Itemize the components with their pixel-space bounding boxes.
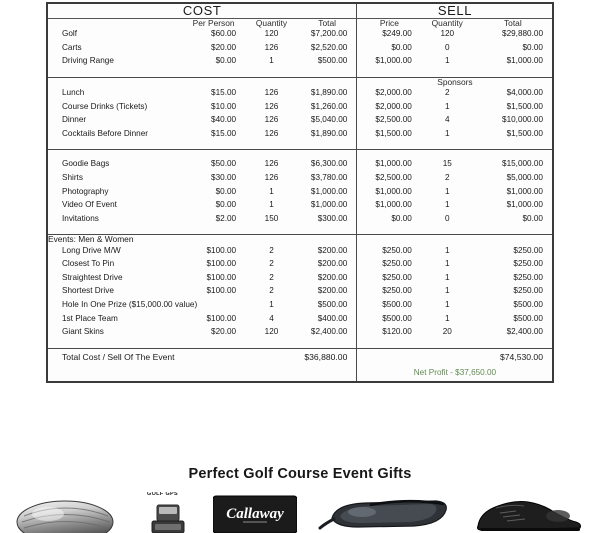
cost-per-person: $2.00 <box>215 213 237 223</box>
cost-per-person: $0.00 <box>215 186 237 196</box>
sell-total: $1,000.00 <box>506 200 543 210</box>
sell-price: $0.00 <box>391 213 412 223</box>
sell-price: $2,500.00 <box>375 115 412 125</box>
sell-quantity: 0 <box>444 42 450 52</box>
sell-price: $2,500.00 <box>375 173 412 182</box>
callaway-ball-box-icon <box>213 492 297 533</box>
sell-total: $0.00 <box>522 42 543 52</box>
table-row <box>48 158 552 172</box>
row-label: Dinner <box>62 115 87 125</box>
sell-total: $1,000.00 <box>506 186 543 196</box>
group-spacer <box>48 150 552 158</box>
row-label: Giant Skins <box>62 327 104 337</box>
row-label: Cocktails Before Dinner <box>62 128 149 138</box>
sell-price: $0.00 <box>391 42 412 52</box>
sell-total: $250.00 <box>513 272 543 282</box>
cost-section-header: COST <box>48 4 357 18</box>
sell-quantity-header: Quantity <box>431 17 463 28</box>
sell-quantity: 1 <box>444 128 450 138</box>
cost-quantity: 2 <box>269 259 274 269</box>
events-label-row <box>48 235 552 244</box>
cost-quantity: 120 <box>264 28 279 38</box>
sell-price: $120.00 <box>382 327 412 337</box>
sell-total: $1,000.00 <box>506 56 543 66</box>
row-label: Golf <box>62 28 78 38</box>
cost-total: $2,400.00 <box>310 327 348 337</box>
group-separator <box>48 68 552 77</box>
row-label: 1st Place Team <box>62 313 118 323</box>
table-row <box>48 185 552 199</box>
sell-price: $1,000.00 <box>375 200 412 210</box>
cost-quantity: 2 <box>269 272 274 282</box>
table-row <box>48 258 552 272</box>
cost-total: $200.00 <box>317 259 348 269</box>
gift-item-callaway-box <box>213 492 297 533</box>
sponsors-label-row <box>48 77 552 86</box>
table-row <box>48 244 552 258</box>
section-headers-row <box>48 4 552 18</box>
cost-quantity: 126 <box>264 42 279 52</box>
sell-price: $1,500.00 <box>375 128 412 138</box>
row-label: Course Drinks (Tickets) <box>62 101 148 111</box>
cost-per-person: $15.00 <box>211 128 237 138</box>
cost-total: $1,890.00 <box>310 88 348 98</box>
totals-row <box>48 348 552 365</box>
sell-price: $250.00 <box>382 286 412 296</box>
sell-quantity: 2 <box>444 173 450 182</box>
sell-total: $1,500.00 <box>506 101 543 111</box>
totals-sell-value: $74,530.00 <box>499 351 543 362</box>
cost-per-person: $20.00 <box>211 327 237 337</box>
table-row <box>48 114 552 128</box>
cost-per-person: $0.00 <box>215 200 237 210</box>
sell-total: $10,000.00 <box>502 115 543 125</box>
sell-total: $500.00 <box>513 300 543 310</box>
cost-per-person: $100.00 <box>206 272 237 282</box>
budget-table-container <box>46 2 554 383</box>
table-row <box>48 55 552 69</box>
cost-per-person: $100.00 <box>206 259 237 269</box>
table-row <box>48 87 552 101</box>
sell-price: $2,000.00 <box>375 101 412 111</box>
cost-per-person: $100.00 <box>206 245 237 255</box>
cost-quantity: 1 <box>269 186 274 196</box>
cost-quantity: 150 <box>264 213 279 223</box>
budget-table-body <box>48 4 552 381</box>
cost-quantity: 126 <box>264 159 279 169</box>
table-row <box>48 172 552 186</box>
sell-total: $29,880.00 <box>502 28 543 38</box>
row-label: Shortest Drive <box>62 286 114 296</box>
cost-per-person: $20.00 <box>211 42 237 52</box>
gift-item-driver <box>10 492 120 533</box>
sell-quantity: 1 <box>444 313 450 323</box>
sell-total: $500.00 <box>513 313 543 323</box>
sell-quantity: 1 <box>444 245 450 255</box>
gps-caption: GOLF GPS <box>147 492 179 497</box>
cost-per-person: $40.00 <box>211 115 237 125</box>
row-label: Lunch <box>62 88 85 98</box>
table-row <box>48 100 552 114</box>
sell-quantity: 1 <box>444 56 450 66</box>
row-label: Invitations <box>62 213 99 223</box>
table-row <box>48 27 552 41</box>
cost-total: $2,520.00 <box>310 42 348 52</box>
row-label: Straightest Drive <box>62 272 123 282</box>
cost-total: $200.00 <box>317 286 348 296</box>
golf-gps-device-icon <box>140 492 196 533</box>
sell-total: $5,000.00 <box>506 173 543 182</box>
cost-quantity: 1 <box>269 56 274 66</box>
row-label: Photography <box>62 186 109 196</box>
table-row <box>48 312 552 326</box>
sell-quantity: 1 <box>444 300 450 310</box>
net-profit-value: Net Profit - $37,650.00 <box>413 368 497 378</box>
sell-quantity: 1 <box>444 200 450 210</box>
cost-total: $3,780.00 <box>310 173 348 182</box>
sell-total: $250.00 <box>513 286 543 296</box>
totals-cost-value: $36,880.00 <box>304 351 348 362</box>
totals-separator <box>48 339 552 348</box>
row-label-header <box>48 18 182 27</box>
budget-table <box>48 4 552 381</box>
sell-total: $15,000.00 <box>502 159 543 169</box>
cost-total-header: Total <box>318 17 336 28</box>
group-separator <box>48 141 552 150</box>
sell-quantity: 1 <box>444 101 450 111</box>
cost-per-person: $100.00 <box>206 286 237 296</box>
table-row <box>48 299 552 313</box>
cost-per-person: $15.00 <box>211 88 237 98</box>
sell-price: $250.00 <box>382 245 412 255</box>
events-section-label: Events: Men & Women <box>48 234 134 245</box>
sell-price-header: Price <box>379 17 399 28</box>
table-row <box>48 212 552 226</box>
gift-item-golf-shoe <box>470 492 588 533</box>
sell-total: $250.00 <box>513 259 543 269</box>
cost-total: $500.00 <box>317 300 348 310</box>
row-label: Goodie Bags <box>62 159 110 169</box>
sell-quantity: 1 <box>444 259 450 269</box>
row-label: Hole In One Prize ($15,000.00 value) <box>62 300 198 310</box>
sponsors-label: Sponsors <box>437 76 473 87</box>
gift-item-sunglasses <box>318 492 458 533</box>
sell-price: $1,000.00 <box>375 159 412 169</box>
cost-quantity: 126 <box>264 128 279 138</box>
cost-quantity: 2 <box>269 245 274 255</box>
totals-label: Total Cost / Sell Of The Event <box>62 351 175 362</box>
sell-quantity: 1 <box>444 286 450 296</box>
row-label: Driving Range <box>62 56 114 66</box>
sell-total: $0.00 <box>522 213 543 223</box>
cost-quantity: 2 <box>269 286 274 296</box>
cost-quantity: 1 <box>269 200 274 210</box>
table-row <box>48 285 552 299</box>
cost-total: $300.00 <box>317 213 348 223</box>
golf-shoe-icon <box>470 492 588 533</box>
sell-price: $500.00 <box>382 300 412 310</box>
cost-total: $200.00 <box>317 272 348 282</box>
cost-total: $1,000.00 <box>310 200 348 210</box>
sell-quantity: 1 <box>444 272 450 282</box>
cost-quantity: 1 <box>269 300 274 310</box>
cost-total: $7,200.00 <box>310 28 348 38</box>
cost-per-person: $60.00 <box>211 28 237 38</box>
column-headers-row <box>48 18 552 27</box>
cost-quantity: 126 <box>264 115 279 125</box>
table-row <box>48 271 552 285</box>
golf-driver-head-icon <box>10 492 120 533</box>
cost-per-person: $50.00 <box>211 159 237 169</box>
cost-quantity: 126 <box>264 101 279 111</box>
cost-total: $6,300.00 <box>310 159 348 169</box>
sell-price: $500.00 <box>382 313 412 323</box>
table-row <box>48 127 552 141</box>
sell-quantity: 0 <box>444 213 450 223</box>
sell-price: $250.00 <box>382 272 412 282</box>
cost-total: $5,040.00 <box>310 115 348 125</box>
row-label: Shirts <box>62 173 83 182</box>
sell-price: $249.00 <box>382 28 412 38</box>
cost-quantity: 4 <box>269 313 274 323</box>
sell-quantity: 120 <box>440 28 455 38</box>
sell-total: $1,500.00 <box>506 128 543 138</box>
gifts-heading: Perfect Golf Course Event Gifts <box>188 466 412 482</box>
cost-quantity: 120 <box>264 327 279 337</box>
row-label: Long Drive M/W <box>62 245 121 255</box>
gift-item-gps <box>140 492 196 533</box>
sell-total: $2,400.00 <box>506 327 543 337</box>
cost-per-person: $10.00 <box>211 101 237 111</box>
cost-total: $1,000.00 <box>310 186 348 196</box>
sell-quantity: 15 <box>442 159 452 169</box>
sport-sunglasses-icon <box>318 492 458 533</box>
cost-per-person: $0.00 <box>215 56 237 66</box>
gifts-image-strip <box>0 492 600 533</box>
sell-total: $4,000.00 <box>506 88 543 98</box>
row-label: Carts <box>62 42 82 52</box>
sell-quantity: 2 <box>444 88 450 98</box>
net-profit-row <box>48 365 552 381</box>
sell-quantity: 20 <box>442 327 452 337</box>
sell-quantity: 4 <box>444 115 450 125</box>
sell-price: $1,000.00 <box>375 56 412 66</box>
sell-price: $2,000.00 <box>375 88 412 98</box>
table-row <box>48 41 552 55</box>
row-label: Closest To Pin <box>62 259 115 269</box>
cost-total: $1,890.00 <box>310 128 348 138</box>
sell-price: $250.00 <box>382 259 412 269</box>
cost-quantity: 126 <box>264 173 279 182</box>
cost-total: $1,260.00 <box>310 101 348 111</box>
cost-per-person: $100.00 <box>206 313 237 323</box>
cost-per-person: $30.00 <box>211 173 237 182</box>
cost-quantity: 126 <box>264 88 279 98</box>
sell-section-header: SELL <box>358 4 552 18</box>
svg-text:Callaway: Callaway <box>226 506 284 522</box>
cost-per-person-header: Per Person <box>192 17 235 28</box>
row-label: Video Of Event <box>62 200 117 210</box>
cost-total: $200.00 <box>317 245 348 255</box>
sell-price: $1,000.00 <box>375 186 412 196</box>
cost-quantity-header: Quantity <box>255 17 288 28</box>
table-row <box>48 199 552 213</box>
cost-total: $400.00 <box>317 313 348 323</box>
sell-total-header: Total <box>503 17 522 28</box>
cost-total: $500.00 <box>317 56 348 66</box>
sell-total: $250.00 <box>513 245 543 255</box>
sell-quantity: 1 <box>444 186 450 196</box>
table-row <box>48 326 552 340</box>
